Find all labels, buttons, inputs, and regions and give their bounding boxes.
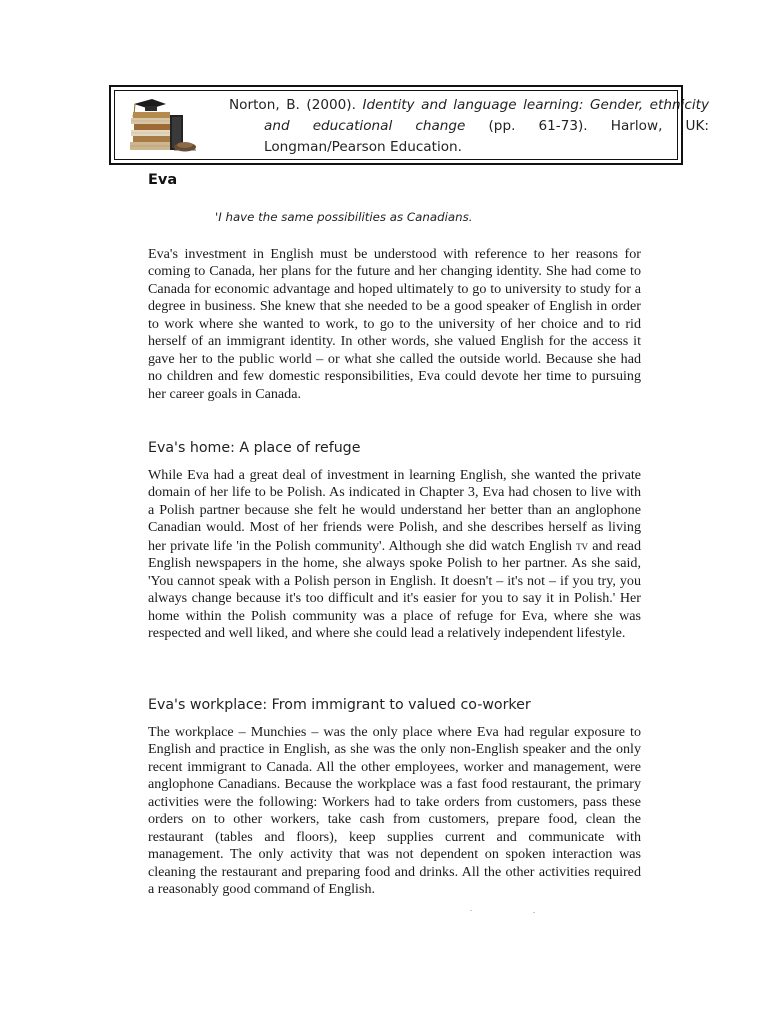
intro-paragraph: Eva's investment in English must be understood with reference to her reasons for coming to Canada, her plans for the future and her changing identity. She had come to Canada for economic advantage and hoped ultimately to go to university to study for a degree in business. She knew that she needed to be a good speaker of English in order to work where she wanted to work, to go to the university of her choice and to rid herself of an immigrant identity. In other words, she valued English for the access it gave her to the public world – or what she called the outside world. Because she had no children and few domestic responsibilities, Eva could devote her time to pursuing her career goals in Canada.	[148, 246, 641, 402]
workplace-paragraph: The workplace – Munchies – was the only place where Eva had regular exposure to English and practice in English, as she was the only non-English speaker and the only recent immigrant to Canada. All the other employees, worker and management, were anglophone Canadians. Because the workplace was a fast food restaurant, the primary activities were the following: Workers had to take orders from customers, pass these orders on to other workers, take cash from customers, prepare food, clean the restaurant (tables and floors), keep supplies current and communicate with management. The only activity that was not dependent on spoken interaction was cleaning the restaurant and preparing food and drinks. All the other activities required a reasonably good command of English.	[148, 724, 641, 898]
citation-authors: Norton, B. (2000).	[229, 97, 363, 113]
epigraph-quote: 'I have the same possibilities as Canadians.	[215, 210, 473, 224]
scan-speck	[470, 910, 472, 911]
workplace-subheading: Eva's workplace: From immigrant to valued co-worker	[148, 697, 531, 713]
citation-publisher: (pp. 61-73). Harlow, UK: Longman/Pearson Education.	[264, 118, 709, 155]
graduation-books-icon	[126, 97, 198, 155]
citation-reference	[229, 95, 709, 158]
home-paragraph	[148, 467, 641, 643]
home-paragraph-text-2: and read English newspapers in the home, she always spoke Polish to her partner. As she said, 'You cannot speak with a Polish person in English. It doesn't – it's not – if you try, you always change because it's too difficult and it's easier for you to say it in Polish.' Her home within the Polish community was a place of refuge for Eva, where she was respected and well liked, and where she could lead a relatively independent lifestyle.	[148, 537, 641, 642]
home-subheading: Eva's home: A place of refuge	[148, 440, 361, 456]
citation-title: Identity and language learning: Gender, ethnicity and educational change	[264, 97, 709, 134]
home-paragraph-text-1: While Eva had a great deal of investment in learning English, she wanted the private domain of her life to be Polish. As indicated in Chapter 3, Eva had chosen to live with a Polish partner because she felt he would understand her better than an anglophone Canadian would. Most of her friends were Polish, and she describes herself as living her private life 'in the Polish community'. Although she did watch English	[148, 467, 641, 554]
section-heading: Eva	[148, 172, 178, 188]
scan-speck	[533, 912, 535, 913]
tv-abbreviation: tv	[576, 537, 589, 553]
citation-box	[109, 85, 709, 165]
